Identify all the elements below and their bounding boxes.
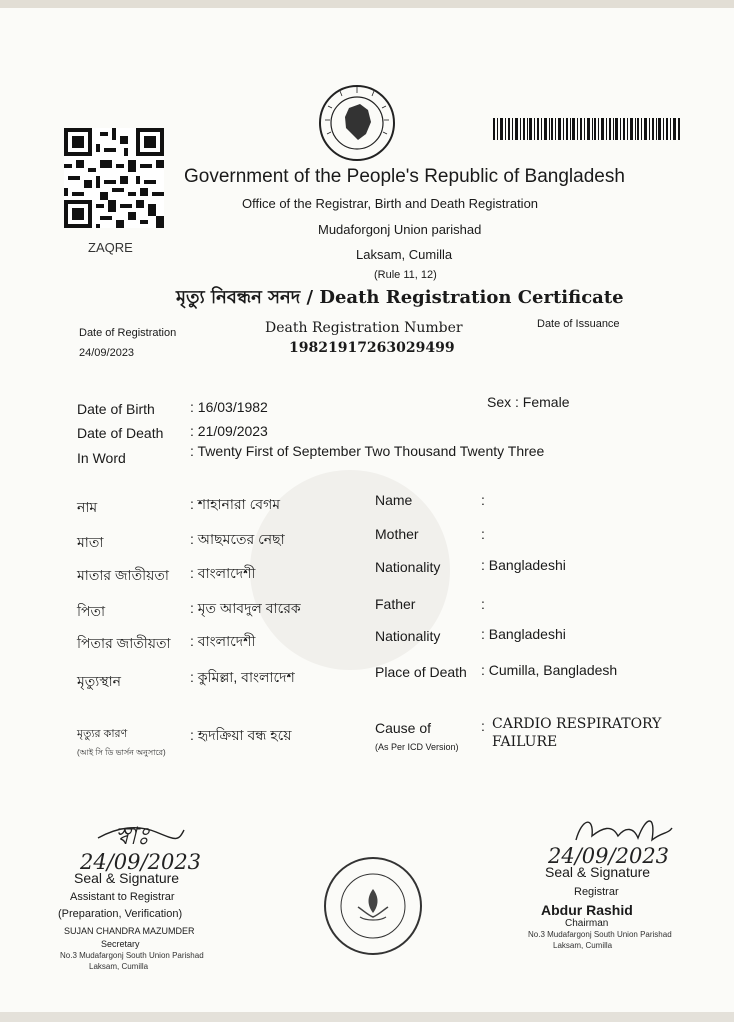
left-signer-name: SUJAN CHANDRA MAZUMDER bbox=[64, 926, 195, 936]
left-signer-place: Laksam, Cumilla bbox=[89, 962, 149, 971]
left-signer-role: Assistant to Registrar bbox=[70, 891, 175, 903]
mother-nationality-label: Nationality bbox=[375, 559, 441, 575]
union-name: Mudaforgonj Union parishad bbox=[318, 222, 482, 237]
father-nationality-value: : Bangladeshi bbox=[481, 626, 566, 642]
mother-nationality-value: : Bangladeshi bbox=[481, 557, 566, 573]
cause-colon: : bbox=[481, 718, 485, 734]
bn-death-place-value: : কুমিল্লা, বাংলাদেশ bbox=[190, 669, 295, 685]
top-scan-edge bbox=[0, 0, 734, 8]
left-signature-stroke-icon bbox=[96, 822, 186, 846]
birth-date-value: : 16/03/1982 bbox=[190, 399, 268, 415]
right-signer-office: No.3 Mudafargonj South Union Parishad bbox=[528, 930, 672, 939]
death-place-label: Place of Death bbox=[375, 664, 467, 680]
name-label: Name bbox=[375, 492, 413, 508]
left-signer-role2: (Preparation, Verification) bbox=[58, 908, 183, 920]
sex-value: Sex : Female bbox=[487, 394, 570, 410]
government-title: Government of the People's Republic of Bangladesh bbox=[184, 166, 625, 187]
left-signature-scribble: স্বাঃ bbox=[115, 822, 150, 850]
left-signer-title: Secretary bbox=[101, 939, 140, 949]
cause-label: Cause of bbox=[375, 720, 432, 736]
right-signer-role: Registrar bbox=[574, 886, 619, 898]
left-signer-office: No.3 Mudafargonj South Union Parishad bbox=[60, 951, 204, 960]
cause-note: (As Per ICD Version) bbox=[375, 742, 459, 752]
registration-date-value: 24/09/2023 bbox=[79, 347, 135, 359]
registration-date-label: Date of Registration bbox=[79, 327, 177, 339]
bottom-scan-edge bbox=[0, 1012, 734, 1022]
qr-caption: ZAQRE bbox=[88, 240, 133, 255]
bn-mother-nationality-value: : বাংলাদেশী bbox=[190, 565, 256, 581]
right-signer-place: Laksam, Cumilla bbox=[553, 941, 613, 950]
in-word-value: : Twenty First of September Two Thousand Twenty Three bbox=[190, 443, 545, 459]
cause-value-line2: FAILURE bbox=[492, 734, 558, 750]
mother-label: Mother bbox=[375, 526, 419, 542]
death-date-value: : 21/09/2023 bbox=[190, 423, 268, 439]
bn-mother-value: : আছমতের নেছা bbox=[190, 531, 285, 547]
bn-cause-note: (আই সি ডি ভার্সন অনুসারে) bbox=[77, 748, 166, 757]
bn-mother-label: মাতা bbox=[77, 534, 104, 550]
left-signature-date: 24/09/2023 bbox=[80, 850, 202, 874]
qr-code-icon bbox=[63, 128, 165, 228]
bn-name-label: নাম bbox=[77, 499, 98, 515]
rule-reference: (Rule 11, 12) bbox=[374, 269, 437, 281]
father-nationality-label: Nationality bbox=[375, 628, 441, 644]
union-seal-icon bbox=[322, 855, 424, 957]
bn-cause-value: : হৃদক্রিয়া বন্ধ হয়ে bbox=[190, 727, 292, 743]
bn-father-value: : মৃত আবদুল বারেক bbox=[190, 600, 301, 616]
mother-value: : bbox=[481, 526, 485, 542]
bn-cause-label: মৃত্যুর কারণ bbox=[77, 728, 128, 740]
name-value: : bbox=[481, 492, 485, 508]
death-place-value: : Cumilla, Bangladesh bbox=[481, 662, 618, 678]
barcode-icon bbox=[493, 118, 680, 140]
in-word-label: In Word bbox=[77, 450, 126, 466]
right-signer-title: Chairman bbox=[565, 918, 609, 929]
right-seal-signature: Seal & Signature bbox=[545, 864, 651, 880]
right-signer-name: Abdur Rashid bbox=[541, 902, 633, 918]
certificate-title: মৃত্যু নিবন্ধন সনদ / Death Registration Certificate bbox=[176, 287, 624, 308]
bn-name-value: : শাহানারা বেগম bbox=[190, 496, 281, 512]
bn-mother-nationality-label: মাতার জাতীয়তা bbox=[77, 567, 169, 583]
registration-number-value: 19821917263029499 bbox=[289, 340, 455, 356]
issuance-date-label: Date of Issuance bbox=[537, 318, 620, 330]
death-date-label: Date of Death bbox=[77, 425, 164, 441]
government-emblem-icon bbox=[316, 84, 398, 162]
left-seal-signature: Seal & Signature bbox=[74, 870, 180, 886]
right-signature-date: 24/09/2023 bbox=[548, 844, 670, 868]
cause-value-line1: CARDIO RESPIRATORY bbox=[492, 716, 662, 732]
office-name: Office of the Registrar, Birth and Death Registration bbox=[242, 196, 539, 211]
location-name: Laksam, Cumilla bbox=[356, 247, 453, 262]
bn-father-nationality-value: : বাংলাদেশী bbox=[190, 633, 256, 649]
father-label: Father bbox=[375, 596, 416, 612]
bn-father-label: পিতা bbox=[77, 603, 106, 619]
bn-father-nationality-label: পিতার জাতীয়তা bbox=[77, 635, 171, 651]
registration-number-label: Death Registration Number bbox=[265, 320, 463, 336]
bn-death-place-label: মৃত্যুস্থান bbox=[77, 673, 122, 689]
father-value: : bbox=[481, 596, 485, 612]
birth-date-label: Date of Birth bbox=[77, 401, 155, 417]
